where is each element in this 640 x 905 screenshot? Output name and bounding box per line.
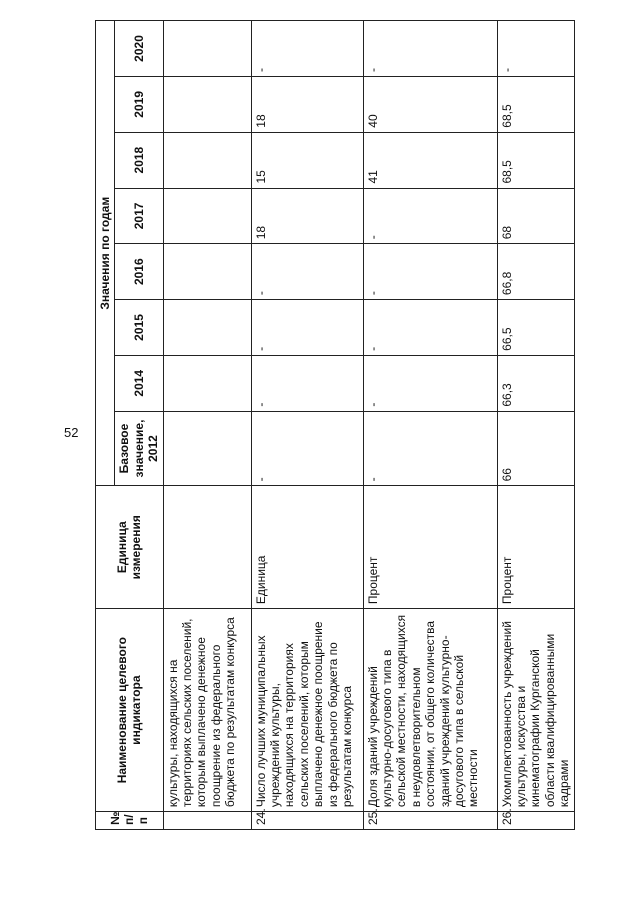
row-value xyxy=(163,132,251,188)
row-name: Укомплектованность учреждений культуры, искусства и кинематографии Курганской области квалифицированными кадрами xyxy=(497,609,574,812)
row-value: 68,5 xyxy=(497,76,574,132)
header-base: Базовое значение, 2012 xyxy=(115,411,163,486)
header-name: Наименование целевого индикатора xyxy=(96,609,164,812)
row-value: 66,5 xyxy=(497,300,574,356)
header-year: 2020 xyxy=(115,21,163,77)
header-num: № п/п xyxy=(96,812,164,830)
row-value xyxy=(163,300,251,356)
table-row xyxy=(251,21,363,830)
row-value: - xyxy=(251,300,363,356)
row-value: 41 xyxy=(363,132,497,188)
row-value: 40 xyxy=(363,76,497,132)
header-year: 2018 xyxy=(115,132,163,188)
row-name: Доля зданий учреждений культурно-досугового типа в сельской местности, находящихся в неудовлетворительном состоянии, от общего количества зданий учреждений культурно-досугового типа в сельской местности xyxy=(363,609,497,812)
row-base xyxy=(163,411,251,486)
row-num xyxy=(163,812,251,830)
row-value: - xyxy=(497,21,574,77)
header-year: 2015 xyxy=(115,300,163,356)
row-value: - xyxy=(363,244,497,300)
page-number: 52 xyxy=(64,425,79,440)
row-name: Число лучших муниципальных учреждений культуры, находящихся на территориях сельских поселений, которым выплачено денежное поощрение из федерального бюджета по результатам конкурса xyxy=(251,609,363,812)
row-value xyxy=(163,355,251,411)
indicator-table xyxy=(95,20,575,830)
row-value: - xyxy=(363,21,497,77)
row-name: культуры, находящихся на территориях сельских поселений, которым выплачено денежное поощрение из федерального бюджета по результатам конкурса xyxy=(163,609,251,812)
row-value: - xyxy=(363,300,497,356)
header-year: 2019 xyxy=(115,76,163,132)
header-year: 2016 xyxy=(115,244,163,300)
row-value: 66,3 xyxy=(497,355,574,411)
row-value xyxy=(163,244,251,300)
row-value: - xyxy=(363,188,497,244)
row-value: 68 xyxy=(497,188,574,244)
row-value: - xyxy=(251,21,363,77)
header-unit: Единица измерения xyxy=(96,486,164,609)
row-value: 66,8 xyxy=(497,244,574,300)
table-row xyxy=(163,21,251,830)
row-value: 18 xyxy=(251,188,363,244)
indicator-table-rotated xyxy=(95,20,570,830)
header-values-by-year: Значения по годам xyxy=(96,21,115,486)
row-value: 18 xyxy=(251,76,363,132)
row-value xyxy=(163,188,251,244)
row-unit: Процент xyxy=(363,486,497,609)
row-value: 15 xyxy=(251,132,363,188)
row-value: - xyxy=(363,355,497,411)
table-row xyxy=(363,21,497,830)
row-num: 25. xyxy=(363,812,497,830)
row-base: 66 xyxy=(497,411,574,486)
row-value: - xyxy=(251,355,363,411)
table-row xyxy=(497,21,574,830)
row-value: 68,5 xyxy=(497,132,574,188)
header-year: 2017 xyxy=(115,188,163,244)
row-unit: Процент xyxy=(497,486,574,609)
row-value xyxy=(163,76,251,132)
row-num: 24. xyxy=(251,812,363,830)
header-year: 2014 xyxy=(115,355,163,411)
row-base: - xyxy=(251,411,363,486)
row-unit: Единица xyxy=(251,486,363,609)
row-value xyxy=(163,21,251,77)
row-value: - xyxy=(251,244,363,300)
row-unit xyxy=(163,486,251,609)
row-base: - xyxy=(363,411,497,486)
row-num: 26. xyxy=(497,812,574,830)
